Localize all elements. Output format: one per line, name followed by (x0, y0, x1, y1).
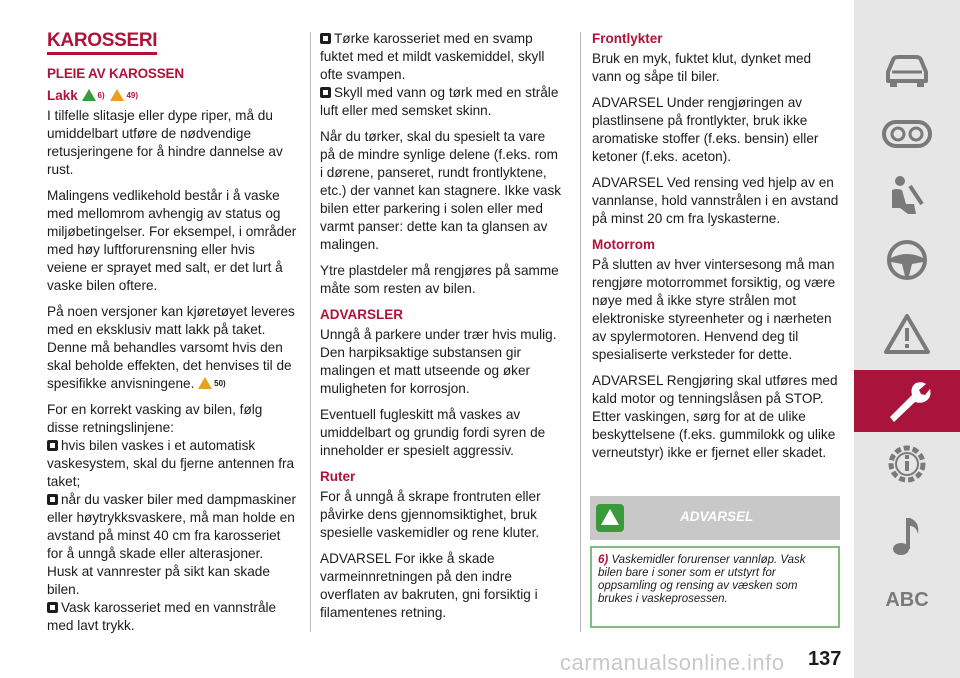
paragraph: I tilfelle slitasje eller dype riper, må du umiddelbart utføre de nødvendige retusjeringene for å hindre dannelse av rust. (47, 108, 283, 177)
ref-50: 50) (214, 379, 226, 388)
paragraph (47, 303, 297, 393)
ruter-heading: Ruter (320, 469, 356, 484)
bullet-icon (320, 33, 331, 44)
steering-wheel-icon[interactable] (854, 232, 960, 288)
bullet-text: når du vasker biler med dampmaskiner eller høytrykksvaskere, må man holde en avstand på minst 40 cm fra karosseriet for å unngå skade eller alterasjoner. Husk at vannrester på sikt kan skade bilen. (47, 492, 296, 597)
advarsel-body (590, 546, 840, 628)
motorrom-heading: Motorrom (592, 237, 655, 252)
bullet-icon (320, 87, 331, 98)
advarsel-ref: 6) (598, 554, 609, 566)
abc-icon[interactable]: ABC (885, 588, 929, 611)
column-3 (592, 30, 842, 470)
chapter-sidebar (854, 0, 960, 678)
bullet-item (47, 491, 297, 599)
paragraph-text: På noen versjoner kan kjøretøyet leveres med en eksklusiv matt lakk på taket. Denne må behandles varsomt hvis den skal beholde effekten, det henvises til de spesifikke anvisningene. (47, 304, 295, 391)
section-subtitle: PLEIE AV KAROSSEN (47, 66, 184, 81)
warning-triangle-icon[interactable] (854, 306, 960, 362)
music-note-icon[interactable] (854, 508, 960, 564)
page-number: 137 (808, 648, 842, 670)
paragraph: Bruk en myk, fuktet klut, dynket med vann og såpe til biler. (592, 51, 812, 84)
lakk-ref-1: 6) (97, 91, 105, 100)
bullet-text: Vask karosseriet med en vannstråle med lavt trykk. (47, 600, 277, 633)
environment-icon (596, 504, 624, 532)
bullet-text: Tørke karosseriet med en svamp fuktet med et mildt vaskemiddel, skyll ofte svampen. (320, 31, 545, 82)
paragraph: Malingens vedlikehold består i å vaske med mellomrom avhengig av status og miljøbetingelser. For eksempel, i områder med høy luftforurensning eller hvis veiene er sprayet med salt, er det lurt å vaske bilen oftere. (47, 188, 297, 293)
column-divider (310, 32, 311, 632)
bullet-item (47, 599, 297, 635)
column-1 (47, 30, 297, 635)
paragraph: Eventuell fugleskitt må vaskes av umiddelbart og grundig fordi syren de inneholder er spesielt aggressiv. (320, 407, 546, 458)
environment-icon (82, 89, 96, 101)
lakk-heading (47, 87, 297, 105)
paragraph: Unngå å parkere under trær hvis mulig. Den harpiksaktige substansen gir malingen et matt utseende og øker muligheten for korrosjon. (320, 327, 557, 396)
advarsel-header (590, 496, 840, 540)
lakk-ref-2: 49) (126, 91, 138, 100)
bullet-text: Skyll med vann og tørk med en stråle luft eller med semsket skinn. (320, 85, 559, 118)
dashboard-icon[interactable] (854, 106, 960, 162)
lakk-label: Lakk (47, 88, 78, 103)
advarsel-title: ADVARSEL (680, 509, 754, 524)
frontlykter-heading: Frontlykter (592, 31, 663, 46)
column-divider (580, 32, 581, 632)
paragraph: ADVARSEL For ikke å skade varmeinnretningen på den indre overflaten av bakruten, gni forsiktig i filamentenes retning. (320, 551, 538, 620)
advarsel-box (590, 496, 840, 624)
wrench-icon[interactable] (854, 370, 960, 432)
seatbelt-icon[interactable] (854, 168, 960, 224)
paragraph: For å unngå å skrape frontruten eller påvirke dens gjennomsiktighet, bruk spesielle vaskemidler og rene kluter. (320, 489, 541, 540)
bullet-icon (47, 602, 58, 613)
watermark: carmanualsonline.info (560, 650, 785, 675)
paragraph: På slutten av hver vintersesong må man rengjøre motorrommet forsiktig, og være nøye med å ikke styre strålen mot elektroniske styreenheter og i nærheten av spylermotoren. Henvend deg til spesialiserte verksteder for dette. (592, 257, 836, 362)
car-icon[interactable] (854, 42, 960, 98)
advarsler-heading: ADVARSLER (320, 307, 404, 322)
paragraph: ADVARSEL Ved rensing ved hjelp av en vannlanse, hold vannstrålen i en avstand på minst 20 cm fra lyskasterne. (592, 175, 839, 226)
warning-icon (110, 89, 124, 101)
bullet-item (47, 437, 297, 491)
bullet-text: hvis bilen vaskes i et automatisk vaskesystem, skal du fjerne antennen fra taket; (47, 438, 295, 489)
bullet-icon (47, 494, 58, 505)
paragraph: For en korrekt vasking av bilen, følg disse retningslinjene: (47, 402, 263, 435)
bullet-item (320, 84, 564, 120)
advarsel-text: Vaskemidler forurenser vannløp. Vask bilen bare i soner som er utstyrt for oppsamling og rensing av væsken som brukes i vaskeprosessen. (598, 554, 806, 605)
section-title: KAROSSERI (47, 30, 157, 55)
info-gear-icon[interactable] (854, 436, 960, 492)
paragraph: ADVARSEL Rengjøring skal utføres med kald motor og tenningslåsen på STOP. Etter vaskingen, sørg for at de ulike beskyttelsene (f.eks. gummilokk og ulike verneutstyr) ikke er fjernet eller skadet. (592, 373, 838, 460)
paragraph: Ytre plastdeler må rengjøres på samme måte som resten av bilen. (320, 263, 559, 296)
warning-icon (198, 377, 212, 389)
bullet-icon (47, 440, 58, 451)
paragraph: Når du tørker, skal du spesielt ta vare på de mindre synlige delene (f.eks. rom i dørene, panseret, rundt frontlyktene, etc.) der vannet kan stagnere. Ikke vask bilen etter parkering i solen eller med varmt panser: dette kan ta glansen av malingen. (320, 129, 562, 252)
bullet-item (320, 30, 564, 84)
paragraph: ADVARSEL Under rengjøringen av plastlinsene på frontlykter, bruk ikke aromatiske stoffer (f.eks. bensin) eller ketoner (f.eks. aceton). (592, 95, 819, 164)
column-2 (320, 30, 564, 630)
